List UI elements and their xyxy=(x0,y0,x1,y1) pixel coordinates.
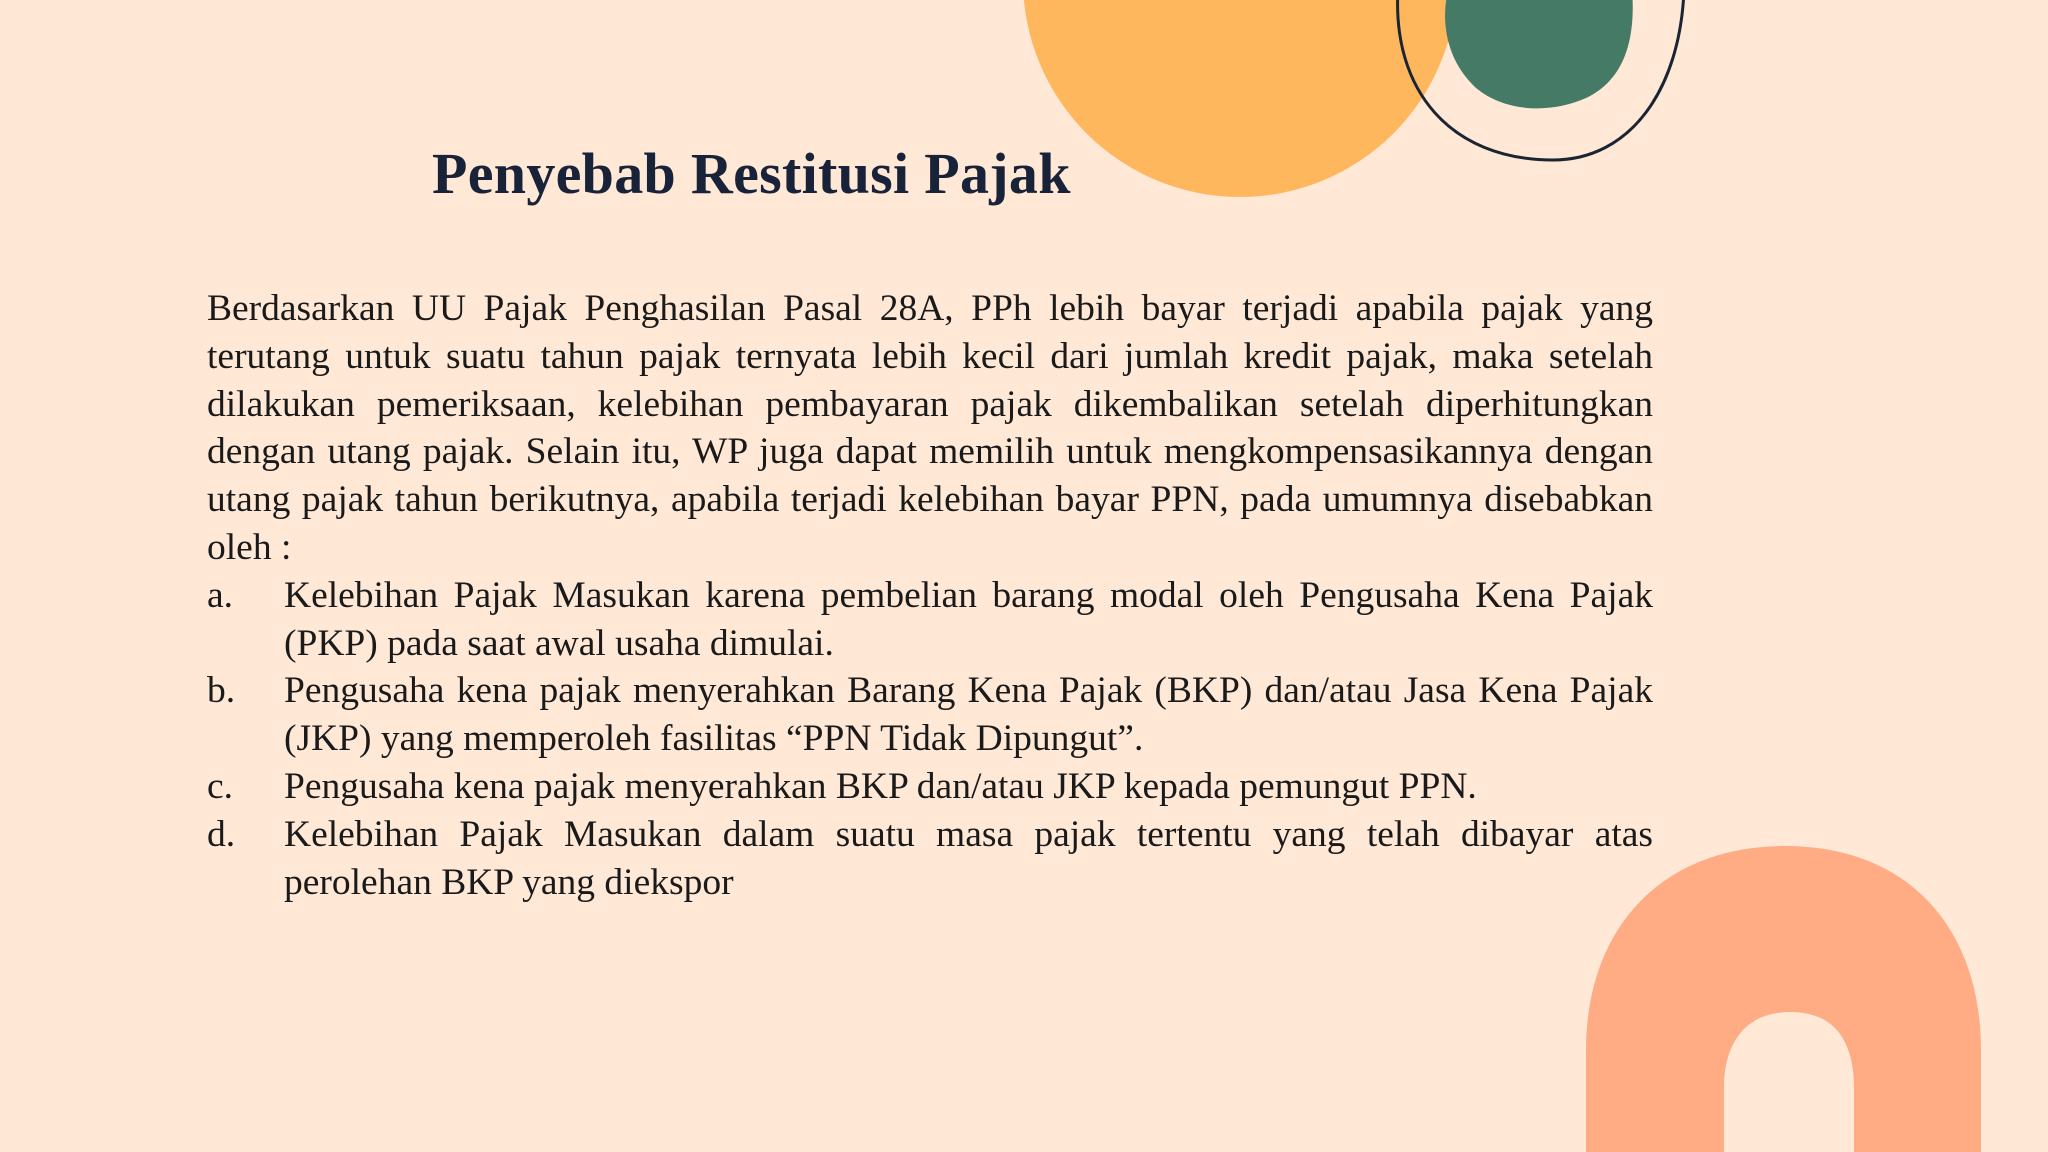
list-marker: c. xyxy=(207,765,234,807)
list-item-d xyxy=(207,811,1653,907)
list-item-b xyxy=(207,667,1653,763)
cause-list xyxy=(207,572,1653,907)
list-item-c xyxy=(207,763,1653,811)
list-marker: d. xyxy=(207,813,236,855)
intro-paragraph: Berdasarkan UU Pajak Penghasilan Pasal 28A, PPh lebih bayar terjadi apabila pajak yang terutang untuk suatu tahun pajak ternyata lebih kecil dari jumlah kredit pajak, maka setelah dilakukan pemeriksaan, kelebihan pembayaran pajak dikembalikan setelah diperhitungkan dengan utang pajak. Selain itu, WP juga dapat memilih untuk mengkompensasikannya dengan utang pajak tahun berikutnya, apabila terjadi kelebihan bayar PPN, pada umumnya disebabkan oleh : xyxy=(207,288,1653,568)
list-item-text: Kelebihan Pajak Masukan karena pembelian barang modal oleh Pengusaha Kena Pajak (PKP) pada saat awal usaha dimulai. xyxy=(284,574,1653,664)
list-item-a xyxy=(207,572,1653,668)
list-item-text: Pengusaha kena pajak menyerahkan BKP dan/atau JKP kepada pemungut PPN. xyxy=(284,765,1477,807)
list-marker: b. xyxy=(207,670,236,712)
orange-circle-shape xyxy=(1023,0,1457,197)
list-marker: a. xyxy=(207,574,234,616)
slide-title: Penyebab Restitusi Pajak xyxy=(432,141,1071,206)
green-blob-shape xyxy=(1445,0,1633,108)
slide-body xyxy=(207,285,1653,906)
list-item-text: Pengusaha kena pajak menyerahkan Barang Kena Pajak (BKP) dan/atau Jasa Kena Pajak (JKP) yang memperoleh fasilitas “PPN Tidak Dipungut”. xyxy=(284,670,1653,760)
list-item-text: Kelebihan Pajak Masukan dalam suatu masa pajak tertentu yang telah dibayar atas perolehan BKP yang diekspor xyxy=(284,813,1653,903)
